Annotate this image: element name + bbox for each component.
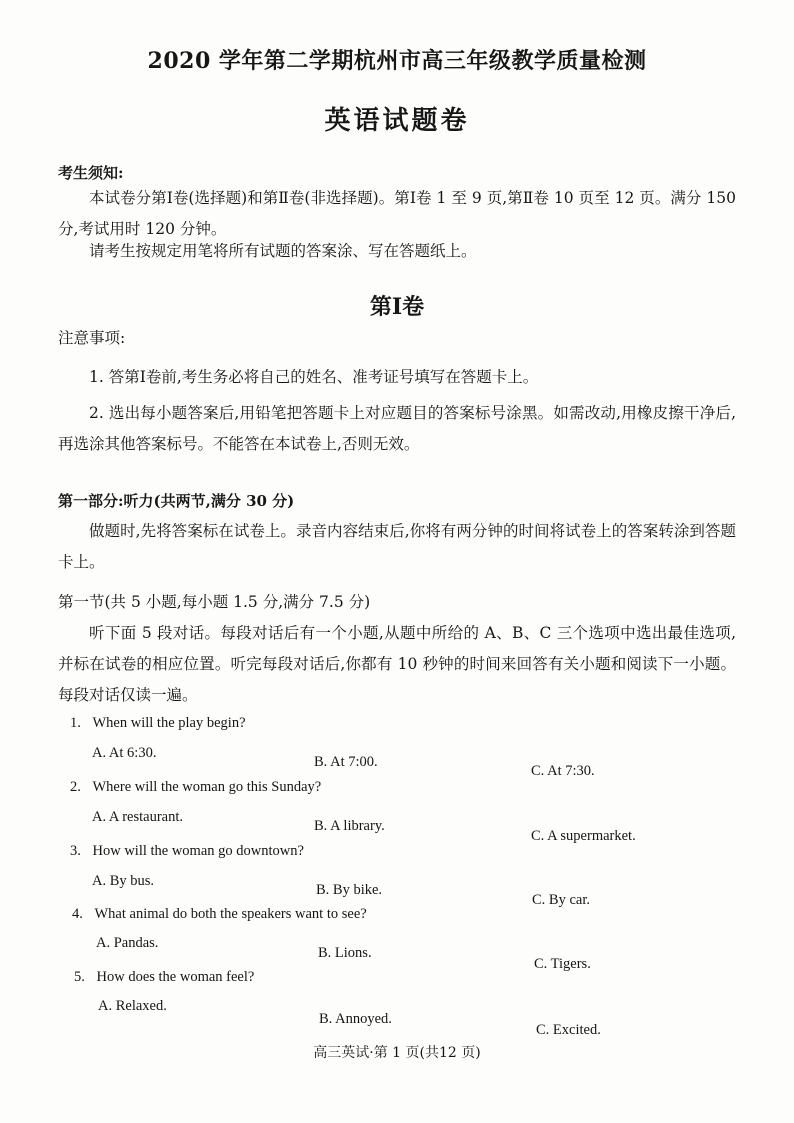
option-a: A. A restaurant. [92, 809, 184, 825]
note-2: 2. 选出每小题答案后,用铅笔把答题卡上对应题目的答案标号涂黑。如需改动,用橡皮擦干净后,再选涂其他答案标号。不能答在本试卷上,否则无效。 [58, 404, 736, 453]
option-c: C. A supermarket. [531, 828, 636, 844]
question-number: 1. [70, 715, 81, 731]
option-b: B. Lions. [318, 945, 372, 961]
option-c: C. Tigers. [534, 956, 591, 972]
question-number: 5. [74, 969, 85, 985]
question-5 [74, 969, 254, 986]
question-2 [70, 779, 321, 796]
question-text: Where will the woman go this Sunday? [92, 779, 322, 795]
part1-instruction: 做题时,先将答案标在试卷上。录音内容结束后,你将有两分钟的时间将试卷上的答案转涂到答题卡上。 [58, 522, 736, 571]
question-3 [70, 843, 304, 860]
question-text: How does the woman feel? [96, 969, 255, 985]
notice-line-2: 请考生按规定用笔将所有试题的答案涂、写在答题纸上。 [89, 242, 477, 260]
option-a: A. Relaxed. [98, 998, 167, 1014]
volume-title: 第Ⅰ卷 [369, 294, 425, 320]
question-text: How will the woman go downtown? [92, 843, 304, 859]
exam-title: 2020 学年第二学期杭州市高三年级教学质量检测 [147, 48, 647, 74]
question-text: When will the play begin? [92, 715, 246, 731]
option-a: A. By bus. [92, 873, 155, 889]
section1-instruction: 听下面 5 段对话。每段对话后有一个小题,从题中所给的 A、B、C 三个选项中选出最佳选项,并标在试卷的相应位置。听完每段对话后,你都有 10 秒钟的时间来回答有关小题和阅读下一小题。每段对话仅读一遍。 [58, 624, 736, 704]
question-1 [70, 715, 246, 732]
option-b: B. A library. [314, 818, 385, 834]
notes-heading: 注意事项: [58, 329, 126, 347]
part1-heading: 第一部分:听力(共两节,满分 30 分) [58, 492, 295, 510]
section1-heading: 第一节(共 5 小题,每小题 1.5 分,满分 7.5 分) [58, 593, 371, 611]
question-number: 2. [70, 779, 81, 795]
question-number: 3. [70, 843, 81, 859]
notice-line-1: 本试卷分第Ⅰ卷(选择题)和第Ⅱ卷(非选择题)。第Ⅰ卷 1 至 9 页,第Ⅱ卷 10 页至 12 页。满分 150 分,考试用时 120 分钟。 [58, 189, 736, 238]
option-b: B. Annoyed. [319, 1011, 392, 1027]
question-text: What animal do both the speakers want to see? [94, 906, 367, 922]
question-number: 4. [72, 906, 83, 922]
option-a: A. At 6:30. [92, 745, 157, 761]
option-b: B. At 7:00. [314, 754, 378, 770]
option-a: A. Pandas. [96, 935, 159, 951]
option-c: C. At 7:30. [531, 763, 595, 779]
option-c: C. By car. [532, 892, 590, 908]
option-b: B. By bike. [316, 882, 383, 898]
question-4 [72, 906, 367, 923]
note-1: 1. 答第Ⅰ卷前,考生务必将自己的姓名、准考证号填写在答题卡上。 [89, 368, 539, 386]
subject-title: 英语试题卷 [324, 106, 470, 136]
page-footer: 高三英试·第 1 页(共12 页) [313, 1045, 481, 1061]
notice-heading: 考生须知: [58, 164, 124, 182]
option-c: C. Excited. [536, 1022, 601, 1038]
